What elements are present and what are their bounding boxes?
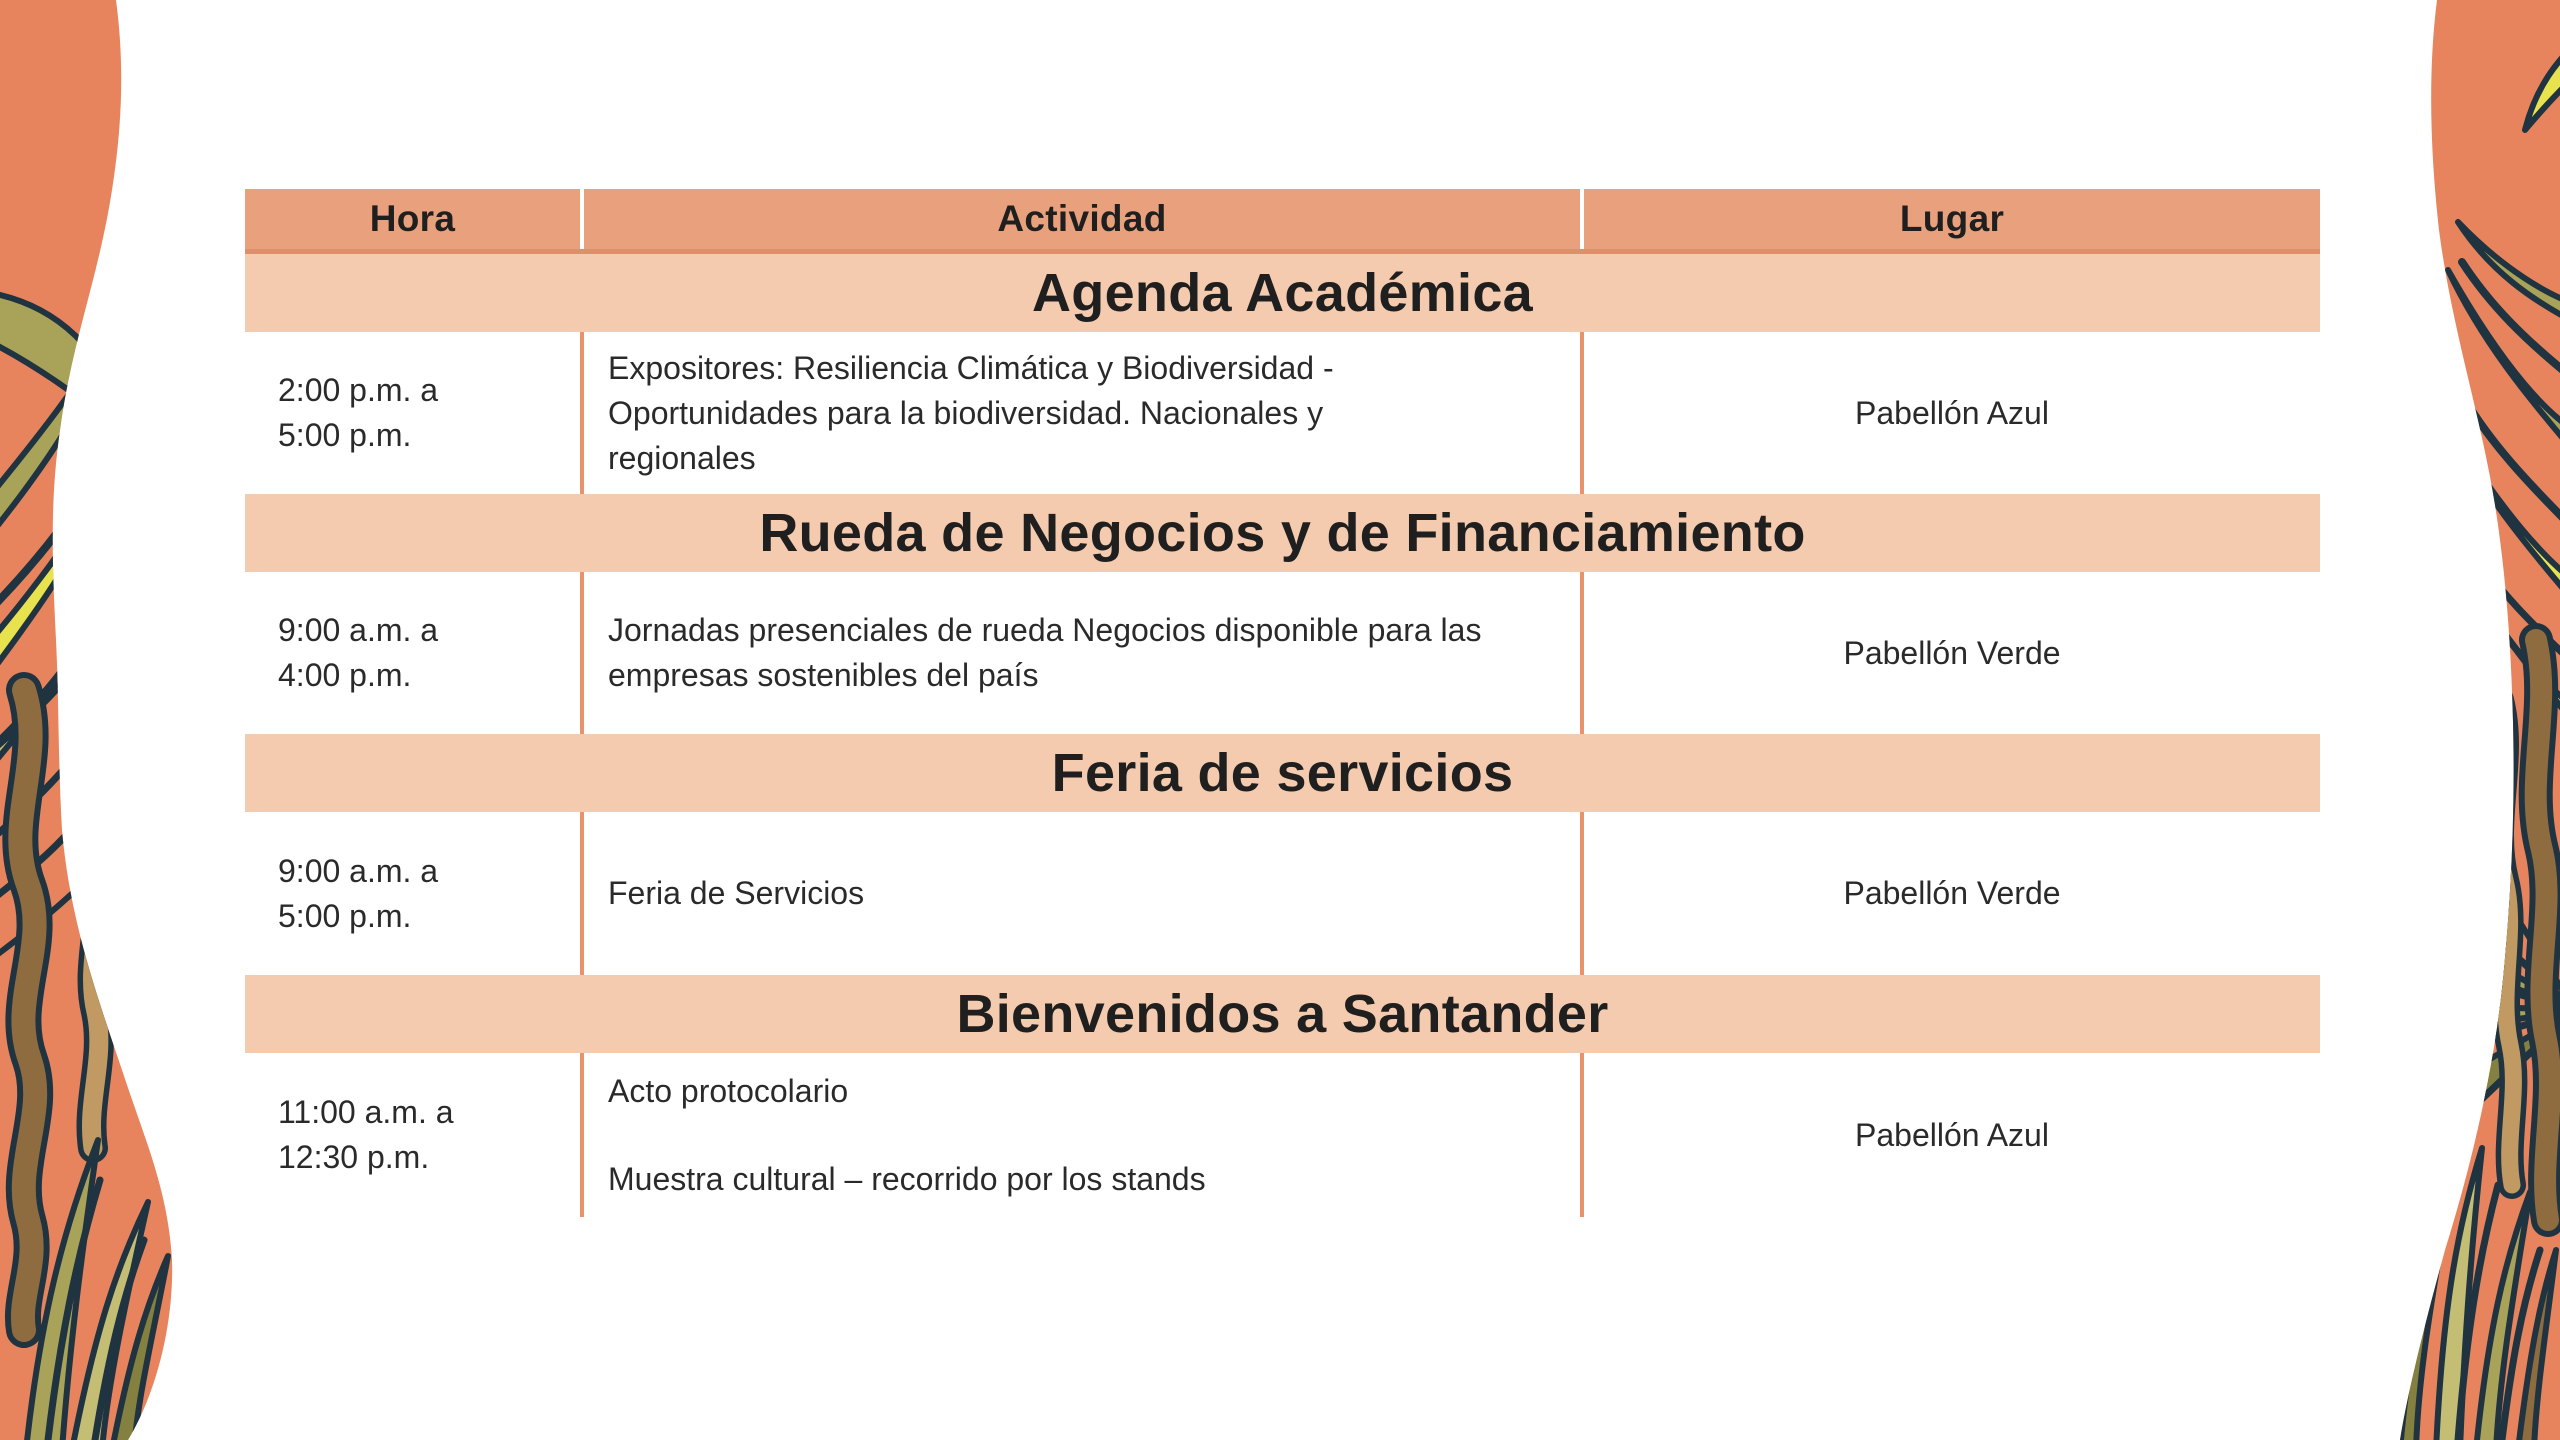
activity-text: Jornadas presenciales de rueda Negocios disponible para las [608,612,1482,648]
time-text: 4:00 p.m. [278,657,412,693]
leaf-icon [2448,270,2560,470]
time-text: 9:00 a.m. a [278,612,439,648]
time-text: 2:00 p.m. a [278,372,439,408]
row-time-cell [245,572,580,734]
leaf-icon [2518,1250,2556,1440]
leaf-icon [0,464,116,700]
location-text: Pabellón Azul [1855,1116,2049,1153]
row-location-cell [1584,812,2320,975]
activity-text: Acto protocolario [608,1072,849,1109]
vine-icon [20,690,35,1330]
location-text: Pabellón Verde [1843,634,2061,671]
section-title: Agenda Académica [1032,263,1533,323]
section-title: Feria de servicios [1051,743,1514,803]
section-band-feria-de-servicios [245,734,2320,812]
activity-text: Feria de Servicios [608,875,865,911]
section-band-agenda-academica [245,254,2320,332]
header-label-hora: Hora [369,198,456,239]
activity-text: regionales [608,439,756,476]
row-location-cell [1584,1053,2320,1217]
botanical-border-left [0,0,200,1440]
table-row [245,812,2320,975]
leaf-icon [2476,1192,2530,1440]
row-activity-cell [584,812,1580,975]
header-label-lugar: Lugar [1899,198,2005,239]
leaf-icon [0,290,142,455]
left-blob-shape [0,0,172,1440]
leaf-icon [2452,430,2560,620]
header-label-actividad: Actividad [997,198,1167,239]
header-cell-lugar [1584,189,2320,249]
leaf-icon [0,298,126,560]
row-time-cell [245,812,580,975]
header-cell-hora [245,189,580,249]
activity-text: Muestra cultural – recorrido por los stands [608,1160,1206,1197]
activity-text: Oportunidades para la biodiversidad. Nacionales y [608,394,1324,431]
table-row [245,332,2320,494]
leaf-icon [2458,222,2560,330]
right-blob-shape [2400,0,2560,1440]
row-activity-cell [584,1053,1580,1217]
vine-icon [90,700,99,1148]
row-location-cell [1584,332,2320,494]
vine-icon [2536,640,2550,1220]
row-location-cell [1584,572,2320,734]
section-title: Rueda de Negocios y de Financiamiento [759,503,1806,563]
leaf-icon [72,1202,148,1440]
leaf-icon [2525,30,2560,130]
activity-text: Expositores: Resiliencia Climática y Biodiversidad - [608,349,1334,386]
section-band-bienvenidos-a-santander [245,975,2320,1053]
activity-text: empresas sostenibles del país [608,657,1039,693]
row-activity-cell [584,572,1580,734]
row-time-cell [245,332,580,494]
time-text: 9:00 a.m. a [278,852,439,889]
location-text: Pabellón Verde [1843,875,2061,911]
time-text: 11:00 a.m. a [278,1094,454,1130]
botanical-border-right [2340,0,2560,1440]
location-text: Pabellón Azul [1855,394,2049,431]
time-text: 5:00 p.m. [278,897,412,934]
time-text: 12:30 p.m. [278,1139,430,1175]
table-row [245,1053,2320,1217]
leaf-icon [2466,570,2560,742]
header-cell-actividad [584,189,1580,249]
leaf-icon [2436,1148,2482,1440]
section-title: Bienvenidos a Santander [956,984,1609,1044]
vine-icon [2500,700,2513,1185]
row-time-cell [245,1053,580,1217]
leaf-spray-icon [2432,875,2560,1118]
table-header-row [245,189,2320,254]
table-row [245,572,2320,734]
row-activity-cell [584,332,1580,494]
leaf-icon [26,1140,98,1440]
schedule-table [245,189,2320,1217]
leaf-icon [112,1256,168,1440]
section-band-rueda-de-negocios [245,494,2320,572]
leaf-icon [2400,1240,2442,1440]
leaf-icon [0,618,97,792]
time-text: 5:00 p.m. [278,417,412,453]
